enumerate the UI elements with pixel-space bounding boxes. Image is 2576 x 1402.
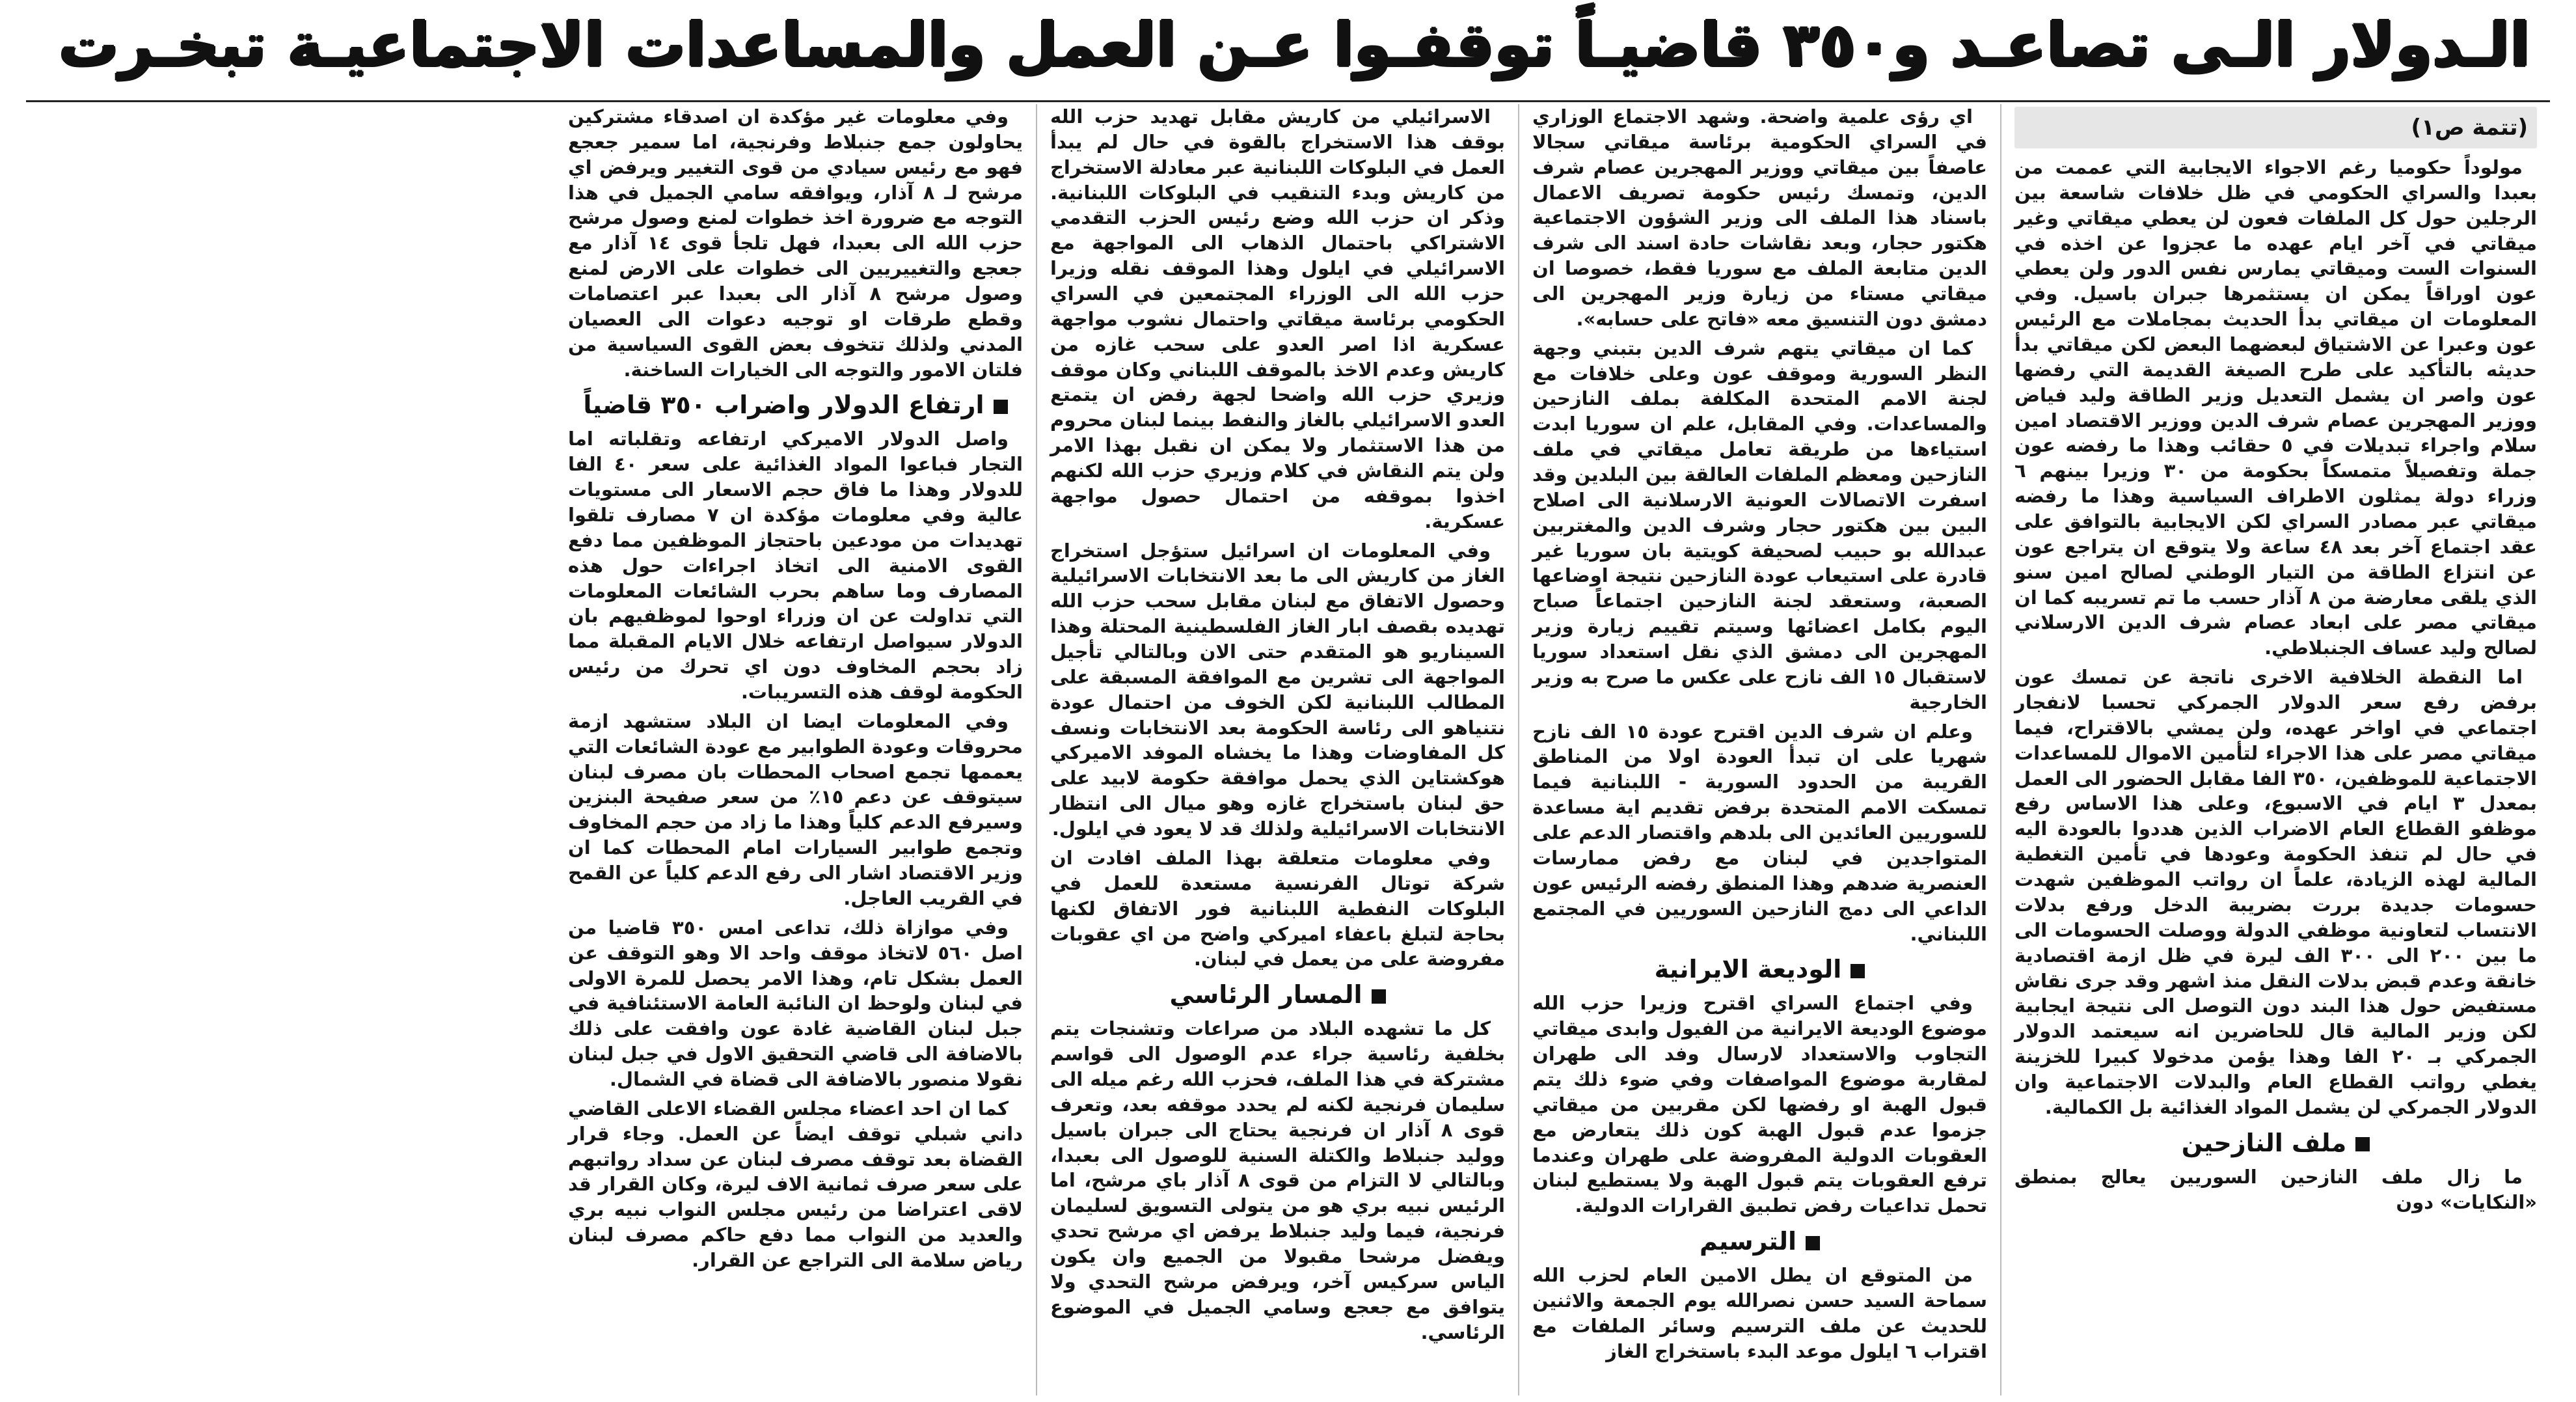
article-paragraph: وفي اجتماع السراي اقترح وزيرا حزب الله موضوع الوديعة الايرانية من الفيول وابدى ميقاتي التجاوب والاستعداد لارسال وفد الى طهران لمقاربة موضوع المواصفات وفي ضوء ذلك يتم قبول الهبة او رفضها لكن مقربين من ميقاتي جزموا عدم قبول الهبة كون ذلك يتعارض مع العقوبات الدولية المفروضة على طهران وعندما ترفع العقوبات يتم قبول الهبة ولا يستطيع لبنان تحمل تداعيات رفض تطبيق القرارات الدولية. (1532, 992, 1987, 1217)
continued-from-page-label: (تتمة ص١) (2411, 115, 2528, 141)
article-paragraph: وعلم ان شرف الدين اقترح عودة ١٥ الف نازح شهريا على ان تبدأ العودة اولا من المناطق القريبة من الحدود السورية - اللبنانية فيما تمسكت الامم المتحدة برفض تقديم اية مساعدة للسوريين العائدين الى بلدهم واقتصار الدعم على المتواجدين في لبنان مع رفض ممارسات العنصرية ضدهم وهذا المنطق رفضه الرئيس عون الداعي الى دمج النازحين السوريين في المجتمع اللبناني. (1532, 720, 1987, 945)
article-paragraph: ما زال ملف النازحين السوريين يعالج بمنطق «النكايات» دون (2014, 1165, 2537, 1213)
continued-from-page-box (2014, 107, 2537, 148)
article-paragraph: من المتوقع ان يطل الامين العام لحزب الله سماحة السيد حسن نصرالله يوم الجمعة والاثنين للحديث عن ملف الترسيم وسائر الملفات مع اقتراب ٦ ايلول موعد البدء باستخراج الغاز (1532, 1264, 1987, 1362)
article-paragraph: اما النقطة الخلافية الاخرى ناتجة عن تمسك عون برفض رفع سعر الدولار الجمركي تحسبا لانفجار اجتماعي في اواخر عهده، ولن يمشي بالاقتراح، فيما ميقاتي مصر على هذا الاجراء لتأمين الاموال للمساعدات الاجتماعية للموظفين، ٣٥٠ الفا مقابل الحضور الى العمل بمعدل ٣ ايام في الاسبوع، وعلى هذا الاساس رفع موظفو القطاع العام الاضراب الذين هددوا بالعودة اليه في حال لم تنفذ الحكومة وعودها في تأمين التغطية المالية لهذه الزيادة، علماً ان رواتب الموظفين شهدت حسومات جديدة بررت بضريبة الدخل ورفع بدلات الانتساب لتعاونية موظفي الدولة ووصلت الحسومات الى ما بين ٢٠٠ الى ٣٠٠ الف ليرة في ظل ازمة اقتصادية خانقة وعدم قبض بدلات النقل منذ اشهر وقد جرى نقاش مستفيض حول هذا البند دون التوصل الى نتيجة ايجابية لكن وزير المالية قال للحاضرين انه سيعتمد الدولار الجمركي بـ ٢٠ الفا وهذا يؤمن مدخولا كبيرا للخزينة يغطي رواتب القطاع العام والبدلات الاجتماعية وان الدولار الجمركي لن يشمل المواد الغذائية بل الكمالية. (2014, 666, 2537, 1118)
section-subheading (1532, 953, 1987, 985)
article-columns (26, 104, 2550, 1395)
square-bullet-icon (2355, 1137, 2370, 1151)
section-subheading (1050, 978, 1505, 1011)
section-subheading (2014, 1127, 2537, 1159)
square-bullet-icon (994, 400, 1008, 414)
column-4 (555, 104, 1037, 1395)
article-paragraph: كما ان احد اعضاء مجلس القضاء الاعلى القاضي داني شبلي توقف ايضاً عن العمل. وجاء قرار القضاة بعد توقف مصرف لبنان عن سداد رواتبهم على سعر صرف ثمانية الاف ليرة، وكان القرار قد لاقى اعتراضا من رئيس مجلس النواب نبيه بري والعديد من النواب مما دفع حاكم مصرف لبنان رياض سلامة الى التراجع عن القرار. (568, 1097, 1023, 1271)
article-paragraph: اي رؤى علمية واضحة. وشهد الاجتماع الوزاري في السراي الحكومية برئاسة ميقاتي سجالا عاصفاً بين ميقاتي ووزير المهجرين عصام شرف الدين، وتمسك رئيس حكومة تصريف الاعمال باسناد هذا الملف الى وزير الشؤون الاجتماعية هكتور حجار، وبعد نقاشات حادة اسند الى شرف الدين متابعة الملف مع سوريا فقط، خصوصا ان ميقاتي مستاء من زيارة وزير المهجرين الى دمشق دون التنسيق معه «فاتح على حسابه». (1532, 105, 1987, 330)
section-subheading-text: الترسيم (1699, 1227, 1797, 1256)
section-subheading-text: المسار الرئاسي (1169, 980, 1363, 1010)
article-paragraph: واصل الدولار الاميركي ارتفاعه وتقلباته اما التجار فباعوا المواد الغذائية على سعر ٤٠ الفا للدولار وهذا ما فاق حجم الاسعار الى مستويات عالية وفي معلومات مؤكدة ان ٧ مصارف تلقوا تهديدات من مودعين باحتجاز الموظفين مما دفع القوى الامنية الى اتخاذ اجراءات حول هذه المصارف وما ساهم بحرب الشائعات المعلومات التي تداولت عن ان وزراء اوحوا لموظفيهم بان الدولار سيواصل ارتفاعه خلال الايام المقبلة مما زاد بحجم المخاوف دون اي تحرك من رئيس الحكومة لوقف هذه التسريبات. (568, 428, 1024, 704)
main-headline: الـدولار الـى تصاعـد و٣٥٠ قاضيـاً توقفـوا عـن العمل والمساعدات الاجتماعيـة تبخـرت (59, 10, 2530, 80)
article-paragraph: وفي معلومات غير مؤكدة ان اصدقاء مشتركين يحاولون جمع جنبلاط وفرنجية، اما سمير جعجع فهو مع رئيس سيادي من قوى التغيير ويرفض اي مرشح لـ ٨ آذار، ويوافقه سامي الجميل في هذا التوجه مع ضرورة اخذ خطوات لمنع وصول مرشح حزب الله الى بعبدا، فهل تلجأ قوى ١٤ آذار مع جعجع والتغييريين الى خطوات على الارض لمنع وصول مرشح ٨ آذار الى بعبدا عبر اعتصامات وقطع طرقات او توجيه دعوات الى العصيان المدني ولذلك تتخوف بعض القوى السياسية من فلتان الامور والتوجه الى الخيارات الساخنة. (568, 105, 1024, 381)
article-paragraph: كما ان ميقاتي يتهم شرف الدين بتبني وجهة النظر السورية وموقف عون وعلى خلافات مع لجنة الامم المتحدة المكلفة بملف النازحين والمساعدات. وفي المقابل، علم ان سوريا ابدت استياءها من طريقة تعامل ميقاتي في ملف النازحين ومعظم الملفات العالقة بين البلدين وقد اسفرت الاتصالات العونية الارسلانية الى اصلاح البين بين هكتور حجار وشرف الدين والمغتربين عبدالله بو حبيب لصحيفة كويتية بان سوريا غير قادرة على استيعاب عودة النازحين نتيجة اوضاعها الصعبة، وستعقد لجنة النازحين اجتماعاً صباح اليوم بكامل اعضائها وسيتم تقييم زيارة وزير المهجرين الى دمشق الذي نقل استعداد سوريا لاستقبال ١٥ الف نازح على عكس ما صرح به وزير الخارجية (1532, 337, 1987, 713)
article-paragraph: وفي موازاة ذلك، تداعى امس ٣٥٠ قاضيا من اصل ٥٦٠ لاتخاذ موقف واحد الا وهو التوقف عن العمل بشكل تام، وهذا الامر يحصل للمرة الاولى في لبنان ولوحظ ان النائبة العامة الاستئنافية في جبل لبنان القاضية غادة عون وافقت على ذلك بالاضافة الى قاضي التحقيق الاول في جبل لبنان نقولا منصور بالاضافة الى قضاة في الشمال. (568, 916, 1023, 1090)
square-bullet-icon (1851, 964, 1865, 978)
section-subheading (1532, 1225, 1987, 1258)
square-bullet-icon (1806, 1236, 1820, 1250)
column-3 (1037, 104, 1519, 1395)
article-paragraph: وفي معلومات متعلقة بهذا الملف افادت ان شركة توتال الفرنسية مستعدة للعمل في البلوكات النفطية اللبنانية فور الاتفاق لكنها بحاجة لتبلغ باعفاء اميركي واضح من اي عقوبات مفروضة على من يعمل في لبنان. (1050, 846, 1505, 970)
headline-divider (26, 100, 2550, 102)
article-paragraph: كل ما تشهده البلاد من صراعات وتشنجات يتم بخلفية رئاسية جراء عدم الوصول الى قواسم مشتركة في هذا الملف، فحزب الله رغم ميله الى سليمان فرنجية لكنه لم يحدد موقفه بعد، وتعرف قوى ٨ آذار ان فرنجية يحتاج الى جبران باسيل ووليد جنبلاط والكتلة السنية للوصول الى بعبدا، وبالتالي لا التزام من قوى ٨ آذار باي مرشح، اما الرئيس نبيه بري هو من يتولى التسويق لسليمان فرنجية، فيما وليد جنبلاط يرفض اي مرشح تحدي ويفضل مرشحا مقبولا من الجميع وان يكون الياس سركيس آخر، ويرفض مرشح التحدي ولا يتوافق مع جعجع وسامي الجميل في الموضوع الرئاسي. (1050, 1017, 1505, 1343)
square-bullet-icon (1372, 989, 1386, 1004)
section-subheading-text: ملف النازحين (2181, 1128, 2347, 1157)
section-subheading-text: ارتفاع الدولار واضراب ٣٥٠ قاضياً (583, 391, 984, 420)
column-2 (1519, 104, 2001, 1395)
section-subheading (568, 389, 1023, 421)
article-paragraph: الاسرائيلي من كاريش مقابل تهديد حزب الله بوقف هذا الاستخراج بالقوة في حال لم يبدأ العمل في البلوكات اللبنانية عبر معادلة الاستخراج من كاريش وبدء التنقيب في البلوكات اللبنانية. وذكر ان حزب الله وضع رئيس الحزب التقدمي الاشتراكي باحتمال الذهاب الى المواجهة مع الاسرائيلي في ايلول وهذا الموقف نقله وزيرا حزب الله الى الوزراء المجتمعين في السراي الحكومي برئاسة ميقاتي واحتمال نشوب مواجهة عسكرية اذا اصر العدو على سحب غازه من كاريش وعدم الاخذ بالموقف اللبناني وكان موقف وزيري حزب الله واضحا لجهة رفض ان يتمتع العدو الاسرائيلي بالغاز والنفط بينما لبنان محروم من هذا الاستثمار ولا يمكن ان نقبل بهذا الامر ولن يتم النقاش في كلام وزيري حزب الله لكنهم اخذوا بموقفه من احتمال حصول مواجهة عسكرية. (1050, 105, 1505, 532)
article-paragraph: وفي المعلومات ايضا ان البلاد ستشهد ازمة محروقات وعودة الطوابير مع عودة الشائعات التي يعممها تجمع اصحاب المحطات بان مصرف لبنان سيتوقف عن دعم ١٥٪ من سعر صفيحة البنزين وسيرفع الدعم كلياً وهذا ما زاد من حجم المخاوف وتجمع طوابير السيارات امام المحطات كما ان وزير الاقتصاد اشار الى رفع الدعم كلياً عن القمح في القريب العاجل. (568, 709, 1023, 909)
section-subheading-text: الوديعة الايرانية (1654, 955, 1842, 984)
article-paragraph: مولوداً حكوميا رغم الاجواء الايجابية التي عممت من بعبدا والسراي الحكومي في ظل خلافات شاسعة بين الرجلين حول كل الملفات فعون لن يعطي ميقاتي وغير ميقاتي في آخر ايام عهده ما عجزوا عن اخذه في السنوات الست وميقاتي يمارس نفس الدور ولن يعطي عون اوراقاً يمكن ان يستثمرها جبران باسيل. وفي المعلومات ان ميقاتي بدأ الحديث بمجاملات مع الرئيس عون وعبرا عن الاشتياق لبعضهما البعض لكن ميقاتي بدأ حديثه بالتأكيد على طرح الصيغة القديمة التي رفضها عون واصر ان يشمل التعديل وزير الطاقة وليد فياض ووزير المهجرين عصام شرف الدين ووزير الاقتصاد امين سلام واجراء تبديلات في ٥ حقائب وهذا ما رفضه عون جملة وتفصيلاً متمسكاً بحكومة من ٣٠ وزيرا بينهم ٦ وزراء دولة يمثلون الاطراف السياسية وهذا ما رفضه ميقاتي عبر مصادر السراي لكن الايجابية بالتوافق على عقد اجتماع آخر بعد ٤٨ ساعة ولا يتوقع ان يتراجع عون عن انتزاع الطاقة من التيار الوطني لصالح امين سنو الذي يلقى معارضة من ٨ آذار حسب ما تم تسريبه كما ان ميقاتي مصر على ابعاد عصام شرف الدين الارسلاني لصالح وليد عساف الجنبلاطي. (2014, 156, 2537, 659)
article-paragraph: وفي المعلومات ان اسرائيل ستؤجل استخراج الغاز من كاريش الى ما بعد الانتخابات الاسرائيلية وحصول الاتفاق مع لبنان مقابل سحب حزب الله تهديده بقصف ابار الغاز الفلسطينية المحتلة وهذا السيناريو هو المتقدم حتى الان وبالتالي تأجيل المواجهة الى تشرين مع الموافقة المسبقة على المطالب اللبنانية لكن الخوف من احتمال عودة نتنياهو الى رئاسة الحكومة بعد الانتخابات ونسف كل المفاوضات وهذا ما يخشاه الموفد الاميركي هوكشتاين الذي يحمل موافقة حكومة لابيد على حق لبنان باستخراج غازه وهو ميال الى انتظار الانتخابات الاسرائيلية ولذلك قد لا يعود في ايلول. (1050, 539, 1505, 840)
column-1 (2001, 104, 2550, 1395)
